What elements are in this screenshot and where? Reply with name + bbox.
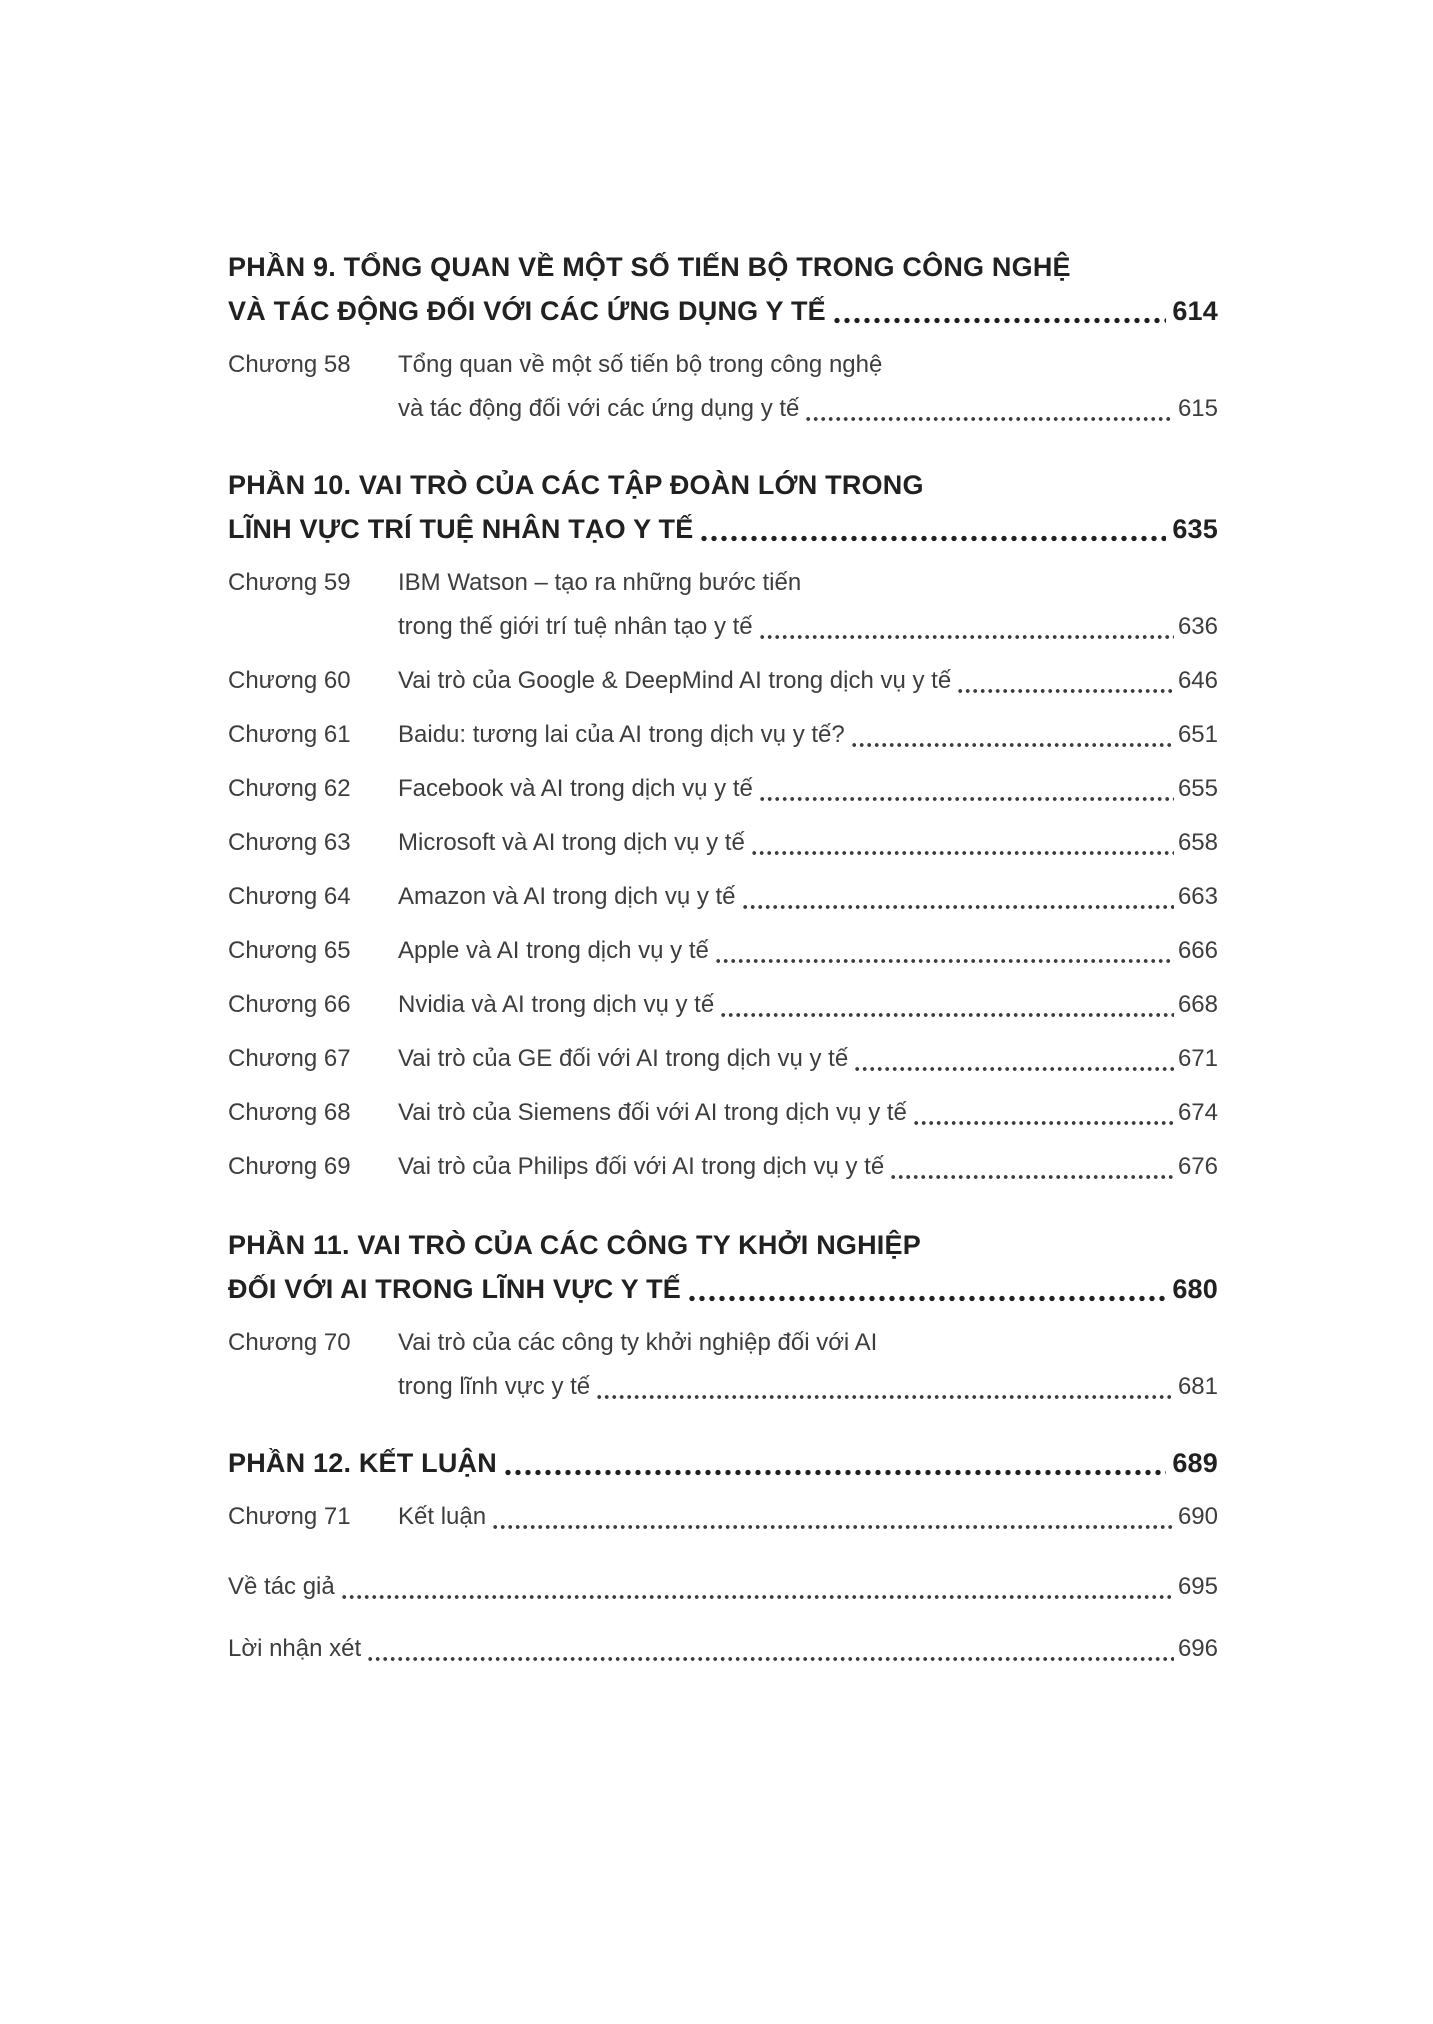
chapter-title-line: trong lĩnh vực y tế xyxy=(398,1373,591,1400)
section-heading-line: VÀ TÁC ĐỘNG ĐỐI VỚI CÁC ỨNG DỤNG Y TẾ xyxy=(228,296,826,326)
chapter-title-line: IBM Watson – tạo ra những bước tiến xyxy=(398,569,802,596)
toc-entry-chapter-58 xyxy=(228,343,1218,431)
chapter-title-line: Vai trò của GE đối với AI trong dịch vụ y tế xyxy=(398,1045,849,1072)
chapter-title-line: Apple và AI trong dịch vụ y tế xyxy=(398,937,709,964)
section-heading-phan-11 xyxy=(228,1223,1218,1311)
back-matter-title: Lời nhận xét xyxy=(228,1635,362,1662)
toc-entry-chapter-61 xyxy=(228,713,1218,757)
page-number: 646 xyxy=(1177,667,1218,694)
page-number: 689 xyxy=(1172,1448,1218,1478)
chapter-number: Chương 65 xyxy=(228,937,351,964)
chapter-title-line: Baidu: tương lai của AI trong dịch vụ y tế? xyxy=(398,721,845,748)
page-number: 668 xyxy=(1177,991,1218,1018)
chapter-title-line: Kết luận xyxy=(398,1503,487,1530)
section-heading-line: LĨNH VỰC TRÍ TUỆ NHÂN TẠO Y TẾ xyxy=(228,514,694,544)
toc-entry-chapter-59 xyxy=(228,561,1218,649)
chapter-number: Chương 59 xyxy=(228,569,351,596)
page-number: 615 xyxy=(1177,395,1218,422)
toc-entry-chapter-64 xyxy=(228,875,1218,919)
chapter-number: Chương 71 xyxy=(228,1503,351,1530)
page-number: 671 xyxy=(1177,1045,1218,1072)
toc-entry-chapter-69 xyxy=(228,1145,1218,1189)
chapter-number: Chương 62 xyxy=(228,775,351,802)
toc-entry-chapter-67 xyxy=(228,1037,1218,1081)
chapter-number: Chương 58 xyxy=(228,351,351,378)
dot-leader xyxy=(721,1012,1174,1018)
dot-leader xyxy=(806,416,1174,422)
chapter-number: Chương 70 xyxy=(228,1329,351,1356)
section-heading-line: PHẦN 10. VAI TRÒ CỦA CÁC TẬP ĐOÀN LỚN TRONG xyxy=(228,470,924,500)
chapter-title-line: và tác động đối với các ứng dụng y tế xyxy=(398,395,800,422)
dot-leader xyxy=(760,796,1174,802)
section-heading-line: PHẦN 11. VAI TRÒ CỦA CÁC CÔNG TY KHỞI NGHIỆP xyxy=(228,1230,921,1260)
page-number: 681 xyxy=(1177,1373,1218,1400)
dot-leader xyxy=(701,535,1166,542)
page-number: 635 xyxy=(1172,514,1218,544)
toc-entry-chapter-71 xyxy=(228,1495,1218,1539)
dot-leader xyxy=(689,1295,1166,1302)
toc-entry-chapter-60 xyxy=(228,659,1218,703)
page-number: 676 xyxy=(1177,1153,1218,1180)
chapter-number: Chương 60 xyxy=(228,667,351,694)
section-heading-phan-12 xyxy=(228,1441,1218,1485)
chapter-title-line: Vai trò của Siemens đối với AI trong dịch vụ y tế xyxy=(398,1099,907,1126)
dot-leader xyxy=(743,904,1174,910)
page-number: 696 xyxy=(1177,1635,1218,1662)
dot-leader xyxy=(834,317,1166,324)
chapter-title-line: Amazon và AI trong dịch vụ y tế xyxy=(398,883,736,910)
chapter-number: Chương 67 xyxy=(228,1045,351,1072)
dot-leader xyxy=(855,1066,1174,1072)
page-number: 663 xyxy=(1177,883,1218,910)
toc-entry-chapter-68 xyxy=(228,1091,1218,1135)
dot-leader xyxy=(597,1394,1174,1400)
page-number: 658 xyxy=(1177,829,1218,856)
chapter-number: Chương 66 xyxy=(228,991,351,1018)
chapter-title-line: Facebook và AI trong dịch vụ y tế xyxy=(398,775,753,802)
page-number: 674 xyxy=(1177,1099,1218,1126)
dot-leader xyxy=(716,958,1174,964)
back-matter-title: Về tác giả xyxy=(228,1573,335,1600)
dot-leader xyxy=(505,1469,1166,1476)
toc-entry-about-author xyxy=(228,1565,1218,1609)
chapter-title-line: Vai trò của Google & DeepMind AI trong dịch vụ y tế xyxy=(398,667,952,694)
chapter-title-line: Microsoft và AI trong dịch vụ y tế xyxy=(398,829,745,856)
page-number: 695 xyxy=(1177,1573,1218,1600)
dot-leader xyxy=(852,742,1174,748)
dot-leader xyxy=(958,688,1174,694)
page-number: 690 xyxy=(1177,1503,1218,1530)
page-number: 651 xyxy=(1177,721,1218,748)
toc-entry-chapter-65 xyxy=(228,929,1218,973)
toc-entry-reviews xyxy=(228,1627,1218,1671)
dot-leader xyxy=(914,1120,1174,1126)
dot-leader xyxy=(760,634,1174,640)
section-heading-line: PHẦN 12. KẾT LUẬN xyxy=(228,1448,497,1478)
section-heading-phan-10 xyxy=(228,463,1218,551)
page-number: 666 xyxy=(1177,937,1218,964)
section-heading-line: ĐỐI VỚI AI TRONG LĨNH VỰC Y TẾ xyxy=(228,1274,681,1304)
dot-leader xyxy=(891,1174,1174,1180)
section-heading-phan-9 xyxy=(228,245,1218,333)
page-number: 614 xyxy=(1172,296,1218,326)
dot-leader xyxy=(342,1594,1174,1600)
dot-leader xyxy=(493,1524,1174,1530)
chapter-number: Chương 61 xyxy=(228,721,351,748)
page-number: 680 xyxy=(1172,1274,1218,1304)
page-number: 636 xyxy=(1177,613,1218,640)
dot-leader xyxy=(368,1656,1174,1662)
toc-entry-chapter-66 xyxy=(228,983,1218,1027)
chapter-number: Chương 64 xyxy=(228,883,351,910)
chapter-title-line: Nvidia và AI trong dịch vụ y tế xyxy=(398,991,715,1018)
chapter-title-line: Vai trò của các công ty khởi nghiệp đối với AI xyxy=(398,1329,878,1356)
chapter-number: Chương 68 xyxy=(228,1099,351,1126)
chapter-number: Chương 69 xyxy=(228,1153,351,1180)
chapter-number: Chương 63 xyxy=(228,829,351,856)
dot-leader xyxy=(752,850,1174,856)
section-heading-line: PHẦN 9. TỔNG QUAN VỀ MỘT SỐ TIẾN BỘ TRONG CÔNG NGHỆ xyxy=(228,252,1071,282)
toc-entry-chapter-63 xyxy=(228,821,1218,865)
chapter-title-line: Tổng quan về một số tiến bộ trong công nghệ xyxy=(398,351,883,378)
chapter-title-line: Vai trò của Philips đối với AI trong dịch vụ y tế xyxy=(398,1153,885,1180)
toc-entry-chapter-70 xyxy=(228,1321,1218,1409)
toc-entry-chapter-62 xyxy=(228,767,1218,811)
page-number: 655 xyxy=(1177,775,1218,802)
chapter-title-line: trong thế giới trí tuệ nhân tạo y tế xyxy=(398,613,753,640)
